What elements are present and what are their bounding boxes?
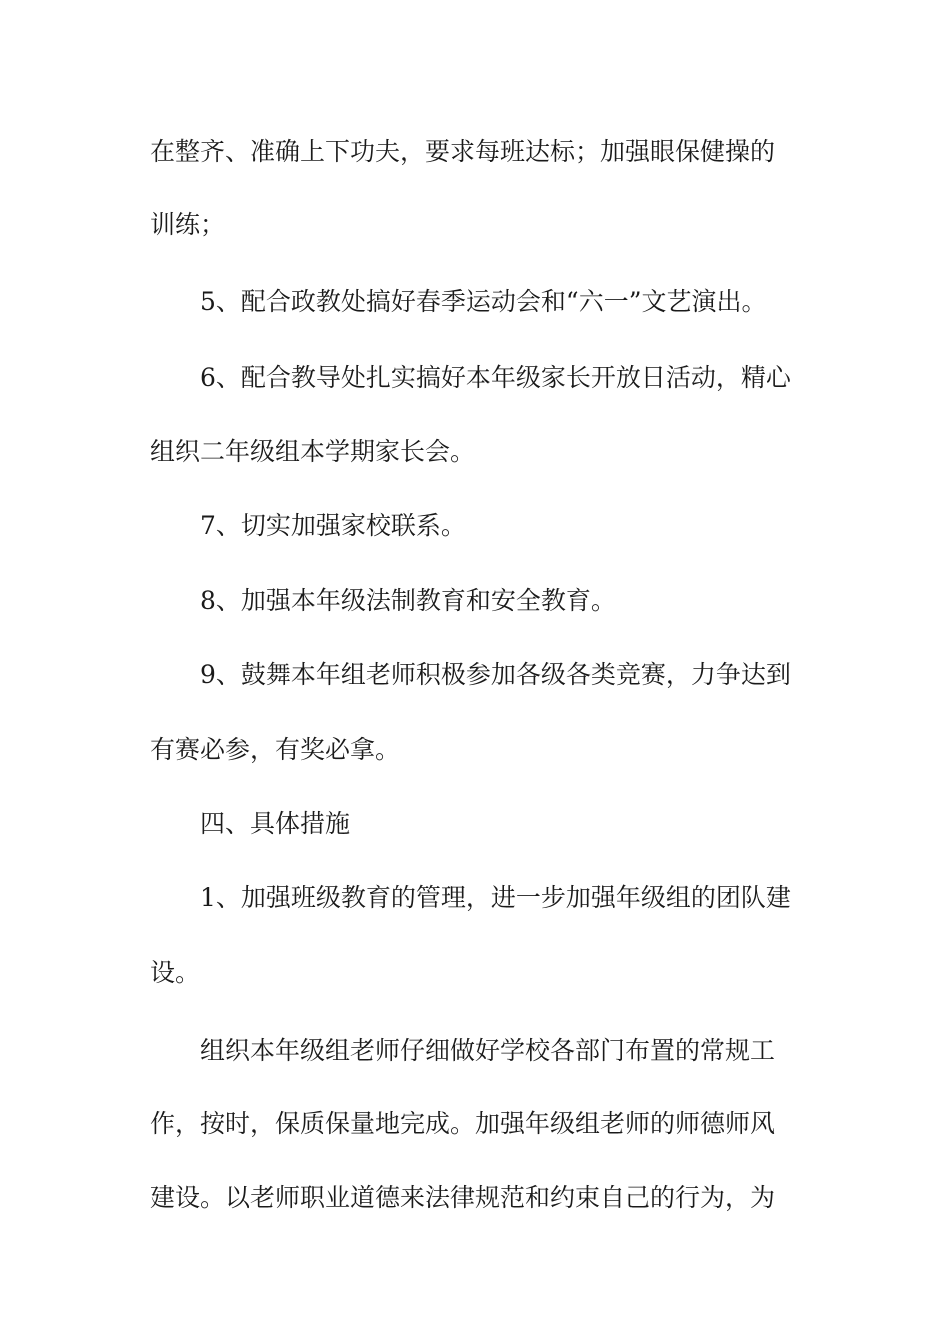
list-item-5: 5、配合政教处搞好春季运动会和“六一”文艺演出。 xyxy=(200,287,767,316)
text-line-15: 建设。以老师职业道德来法律规范和约束自己的行为，为 xyxy=(150,1183,776,1212)
text-line-14: 作，按时，保质保量地完成。加强年级组老师的师德师风 xyxy=(150,1109,776,1138)
list-item-9: 9、鼓舞本年组老师积极参加各级各类竞赛，力争达到 xyxy=(200,660,791,689)
text-line-9: 有赛必参，有奖必拿。 xyxy=(150,735,401,764)
text-line-1: 在整齐、准确上下功夫，要求每班达标；加强眼保健操的 xyxy=(150,137,776,166)
measure-item-1: 1、加强班级教育的管理，进一步加强年级组的团队建 xyxy=(200,883,791,912)
list-item-6: 6、配合教导处扎实搞好本年级家长开放日活动，精心 xyxy=(200,363,791,392)
text-line-2: 训练； xyxy=(150,210,226,239)
section-heading: 四、具体措施 xyxy=(200,809,351,838)
text-line-12: 设。 xyxy=(150,958,201,987)
list-item-7: 7、切实加强家校联系。 xyxy=(200,511,466,540)
paragraph-start: 组织本年级组老师仔细做好学校各部门布置的常规工 xyxy=(200,1036,776,1065)
list-item-8: 8、加强本年级法制教育和安全教育。 xyxy=(200,586,616,615)
text-line-5: 组织二年级组本学期家长会。 xyxy=(150,437,476,466)
